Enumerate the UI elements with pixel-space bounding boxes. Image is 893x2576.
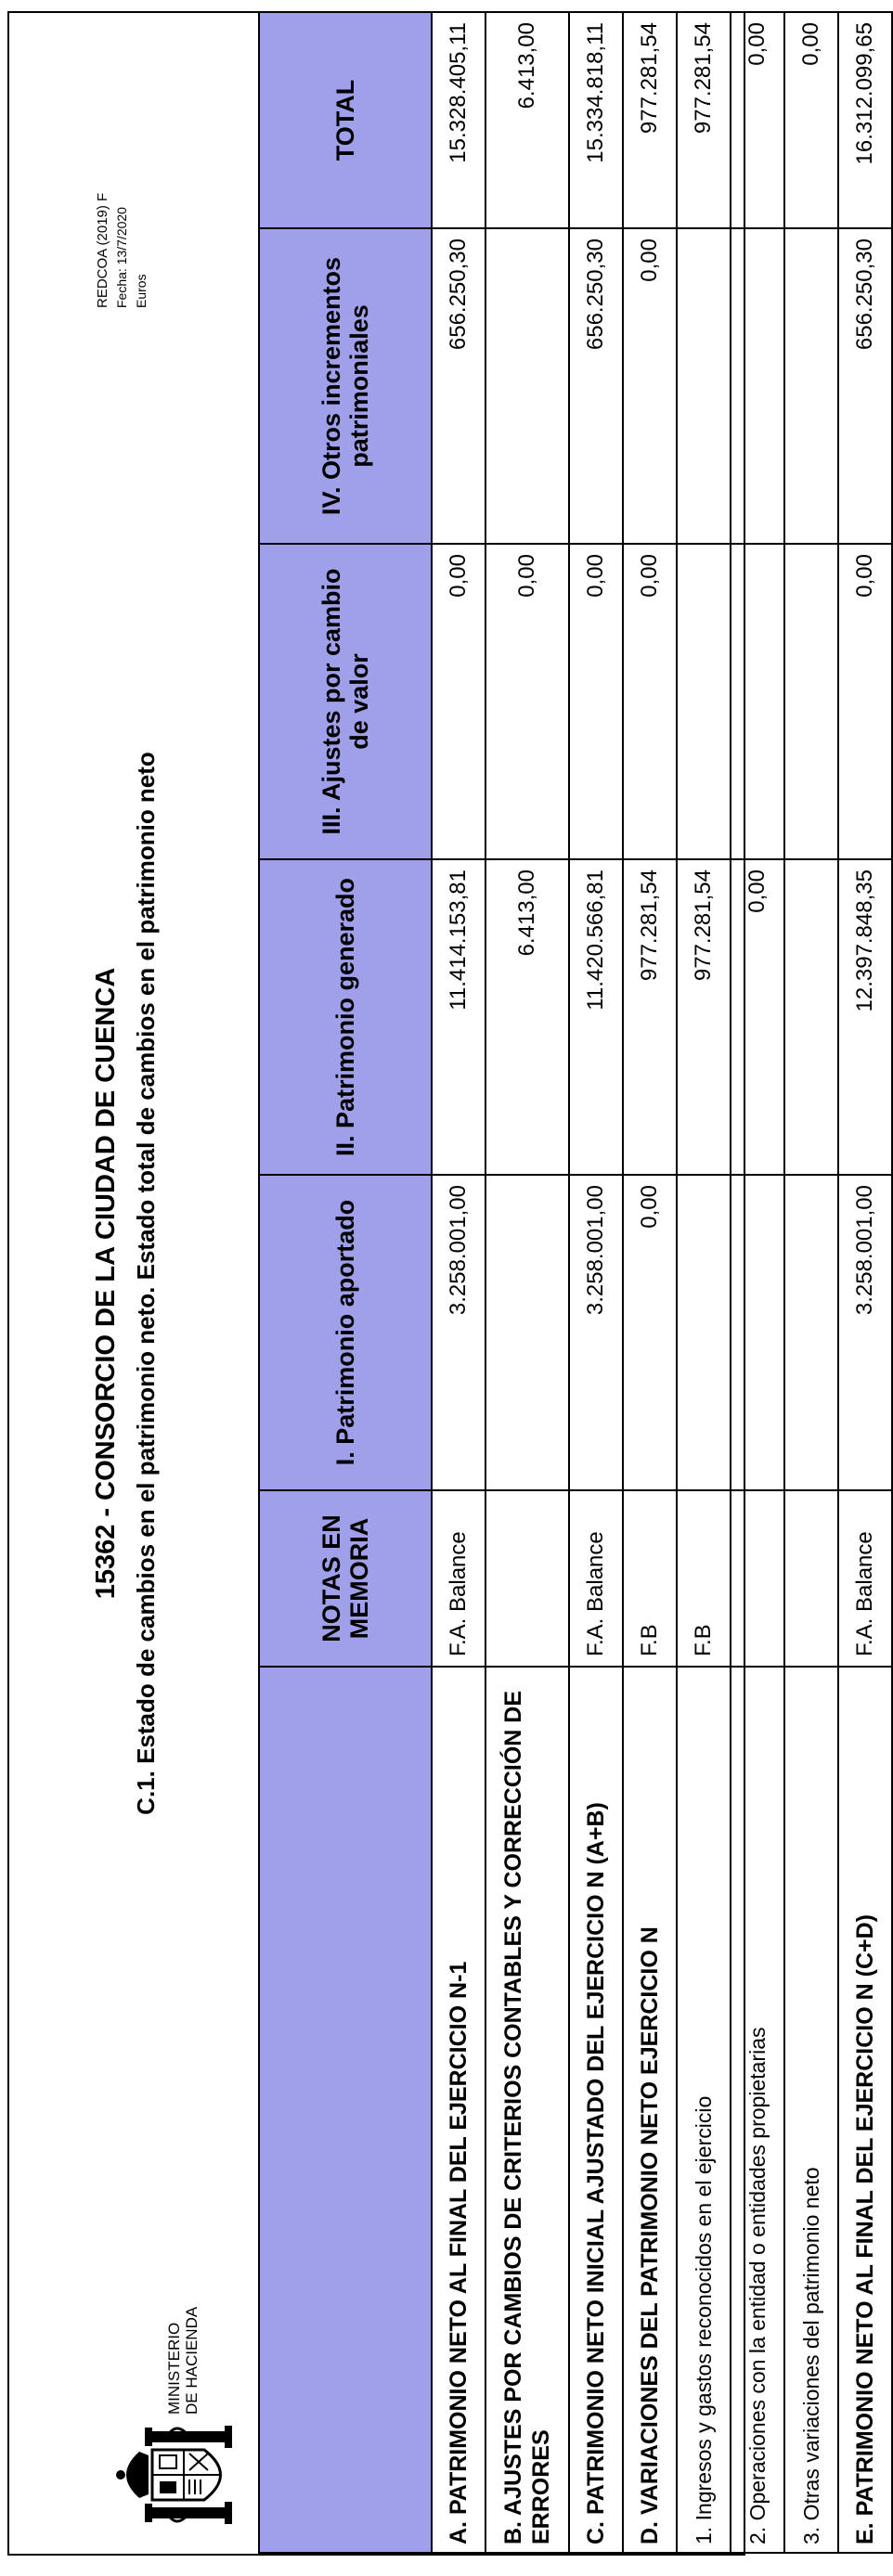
report-date: Fecha: 13/7/2020 <box>114 207 129 308</box>
row-note <box>485 1490 569 1667</box>
ministry-line-1: MINISTERIO <box>165 2322 183 2415</box>
cell-ajustes-valor: 0,00 <box>623 544 677 859</box>
table-row <box>432 12 485 2553</box>
cell-total: 977.281,54 <box>623 12 677 228</box>
cell-patrimonio-aportado <box>731 1175 784 1490</box>
report-title: C.1. Estado de cambios en el patrimonio neto. Estado total de cambios en el patrimonio neto <box>132 752 160 1815</box>
ministry-line-2: DE HACIENDA <box>183 2306 201 2415</box>
table-header-row <box>259 12 432 2553</box>
row-label: B. AJUSTES POR CAMBIOS DE CRITERIOS CONTABLES Y CORRECCIÓN DE ERRORES <box>485 1667 569 2553</box>
ministry-name <box>165 2307 201 2415</box>
row-note: F.A. Balance <box>432 1490 485 1667</box>
cell-otros-incrementos: 656.250,30 <box>569 228 623 544</box>
row-note: F.B <box>677 1490 731 1667</box>
cell-patrimonio-aportado: 3.258.001,00 <box>569 1175 623 1490</box>
cell-total: 16.312.099,65 <box>838 12 892 228</box>
row-label: A. PATRIMONIO NETO AL FINAL DEL EJERCICIO N-1 <box>432 1667 485 2553</box>
cell-patrimonio-generado: 977.281,54 <box>677 859 731 1175</box>
cell-total: 6.413,00 <box>485 12 569 228</box>
cell-otros-incrementos: 656.250,30 <box>838 228 892 544</box>
row-label: 1. Ingresos y gastos reconocidos en el ejercicio <box>677 1667 731 2553</box>
column-header-total: TOTAL <box>259 12 432 228</box>
table-row <box>731 12 784 2553</box>
cell-patrimonio-aportado <box>485 1175 569 1490</box>
row-note <box>784 1490 838 1667</box>
column-header-otros-incrementos: IV. Otros incrementos patrimoniales <box>259 228 432 544</box>
column-header-concept <box>259 1667 432 2553</box>
cell-ajustes-valor: 0,00 <box>838 544 892 859</box>
cell-patrimonio-generado: 977.281,54 <box>623 859 677 1175</box>
row-note <box>731 1490 784 1667</box>
report-meta <box>93 193 151 308</box>
table-row <box>623 12 677 2553</box>
cell-total: 15.328.405,11 <box>432 12 485 228</box>
column-header-patrimonio-generado: II. Patrimonio generado <box>259 859 432 1175</box>
document-header <box>9 13 258 2554</box>
report-currency: Euros <box>134 274 149 308</box>
table-row <box>569 12 623 2553</box>
cell-ajustes-valor: 0,00 <box>432 544 485 859</box>
cell-ajustes-valor <box>677 544 731 859</box>
cell-patrimonio-generado <box>784 859 838 1175</box>
coat-of-arms-icon <box>111 2424 241 2526</box>
cell-otros-incrementos: 0,00 <box>623 228 677 544</box>
cell-ajustes-valor: 0,00 <box>569 544 623 859</box>
cell-patrimonio-aportado <box>784 1175 838 1490</box>
cell-patrimonio-aportado: 3.258.001,00 <box>432 1175 485 1490</box>
cell-ajustes-valor <box>784 544 838 859</box>
column-header-patrimonio-aportado: I. Patrimonio aportado <box>259 1175 432 1490</box>
row-label: 2. Operaciones con la entidad o entidades propietarias <box>731 1667 784 2553</box>
cell-patrimonio-aportado <box>677 1175 731 1490</box>
organization-title: 15362 - CONSORCIO DE LA CIUDAD DE CUENCA <box>91 967 121 1600</box>
cell-total: 0,00 <box>731 12 784 228</box>
row-label: D. VARIACIONES DEL PATRIMONIO NETO EJERCICIO N <box>623 1667 677 2553</box>
cell-otros-incrementos <box>485 228 569 544</box>
table-row <box>677 12 731 2553</box>
cell-patrimonio-generado: 11.420.566,81 <box>569 859 623 1175</box>
document-frame <box>7 11 878 2556</box>
cell-patrimonio-generado: 12.397.848,35 <box>838 859 892 1175</box>
equity-changes-table <box>258 11 893 2554</box>
cell-patrimonio-aportado: 3.258.001,00 <box>838 1175 892 1490</box>
table-row <box>485 12 569 2553</box>
cell-total: 977.281,54 <box>677 12 731 228</box>
row-note: F.A. Balance <box>838 1490 892 1667</box>
row-label: C. PATRIMONIO NETO INICIAL AJUSTADO DEL EJERCICIO N (A+B) <box>569 1667 623 2553</box>
cell-ajustes-valor: 0,00 <box>485 544 569 859</box>
cell-patrimonio-generado: 11.414.153,81 <box>432 859 485 1175</box>
cell-total: 15.334.818,11 <box>569 12 623 228</box>
row-note: F.B <box>623 1490 677 1667</box>
cell-ajustes-valor <box>731 544 784 859</box>
cell-patrimonio-aportado: 0,00 <box>623 1175 677 1490</box>
row-label: E. PATRIMONIO NETO AL FINAL DEL EJERCICIO N (C+D) <box>838 1667 892 2553</box>
cell-otros-incrementos <box>784 228 838 544</box>
table-row <box>838 12 892 2553</box>
table-row <box>784 12 838 2553</box>
cell-patrimonio-generado: 6.413,00 <box>485 859 569 1175</box>
cell-patrimonio-generado: 0,00 <box>731 859 784 1175</box>
cell-otros-incrementos <box>731 228 784 544</box>
cell-otros-incrementos: 656.250,30 <box>432 228 485 544</box>
cell-otros-incrementos <box>677 228 731 544</box>
column-header-ajustes-valor: III. Ajustes por cambio de valor <box>259 544 432 859</box>
row-label: 3. Otras variaciones del patrimonio neto <box>784 1667 838 2553</box>
cell-total: 0,00 <box>784 12 838 228</box>
row-note: F.A. Balance <box>569 1490 623 1667</box>
report-code: REDCOA (2019) F <box>95 192 110 308</box>
column-header-notes: NOTAS EN MEMORIA <box>259 1490 432 1667</box>
